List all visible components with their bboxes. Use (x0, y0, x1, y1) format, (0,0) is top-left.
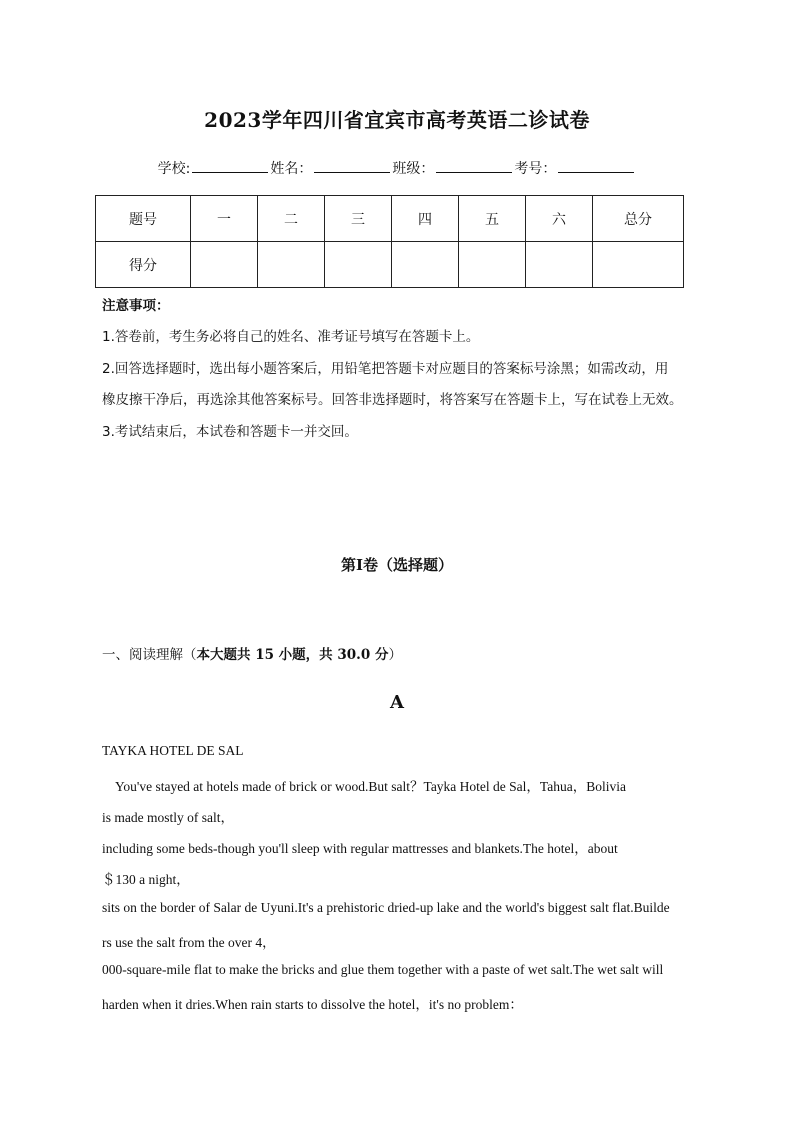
score-cell: 三 (325, 196, 392, 242)
notes-item: 3.考试结束后，本试卷和答题卡一并交回。 (102, 424, 358, 440)
exam-no-blank (558, 158, 634, 173)
score-cell: 总分 (593, 196, 684, 242)
passage-letter: A (390, 692, 404, 713)
class-blank (436, 158, 512, 173)
section-title: 第Ⅰ卷（选择题） (340, 556, 454, 574)
part-one-prefix: 一、阅读理解（ (102, 647, 197, 663)
score-cell: 二 (258, 196, 325, 242)
score-blank-cell (459, 242, 526, 288)
passage-line: including some beds-though you'll sleep with regular mattresses and blankets.The hotel，about (102, 841, 618, 856)
notes-item: 1.答卷前，考生务必将自己的姓名、准考证号填写在答题卡上。 (102, 329, 480, 345)
score-cell: 一 (191, 196, 258, 242)
score-cell: 五 (459, 196, 526, 242)
student-info-line (0, 158, 794, 178)
passage-line: sits on the border of Salar de Uyuni.It's a prehistoric dried-up lake and the world's biggest salt flat.Builde (102, 900, 670, 915)
exam-no-label: 考号： (514, 161, 557, 177)
score-blank-cell (191, 242, 258, 288)
passage-line: 000-square-mile flat to make the bricks and glue them together with a paste of wet salt.The wet salt will (102, 962, 664, 977)
notes-item: 2.回答选择题时，选出每小题答案后，用铅笔把答题卡对应题目的答案标号涂黑；如需改动，用 (102, 361, 669, 377)
score-blank-cell (325, 242, 392, 288)
part-one-detail: 本大题共 15 小题，共 30.0 分 (196, 647, 389, 663)
name-blank (314, 158, 390, 173)
part-one-suffix: ） (388, 647, 402, 663)
score-blank-cell (392, 242, 459, 288)
score-blank-cell (258, 242, 325, 288)
passage-line: ＄130 a night， (102, 872, 190, 887)
score-cell: 得分 (96, 242, 191, 288)
school-blank (192, 158, 268, 173)
name-label: 姓名： (270, 161, 313, 177)
score-cell: 四 (392, 196, 459, 242)
score-blank-cell (593, 242, 684, 288)
passage-line: is made mostly of salt， (102, 810, 234, 825)
passage-line: You've stayed at hotels made of brick or wood.But salt？Tayka Hotel de Sal，Tahua，Bolivia (102, 779, 626, 794)
passage-line: harden when it dries.When rain starts to dissolve the hotel，it's no problem： (102, 997, 523, 1012)
score-cell: 题号 (96, 196, 191, 242)
passage-heading: TAYKA HOTEL DE SAL (102, 743, 244, 758)
score-table-score-row (96, 242, 684, 288)
score-cell: 六 (526, 196, 593, 242)
passage-line: rs use the salt from the over 4， (102, 935, 276, 950)
score-table (95, 195, 684, 288)
score-blank-cell (526, 242, 593, 288)
class-label: 班级： (392, 161, 435, 177)
notes-item: 橡皮擦干净后，再选涂其他答案标号。回答非选择题时，将答案写在答题卡上，写在试卷上无效。 (102, 392, 683, 408)
exam-title: 2023学年四川省宜宾市高考英语二诊试卷 (204, 108, 590, 132)
score-table-header-row (96, 196, 684, 242)
notes-heading: 注意事项： (102, 298, 170, 314)
part-one-heading (102, 643, 402, 663)
school-label: 学校: (157, 161, 191, 177)
